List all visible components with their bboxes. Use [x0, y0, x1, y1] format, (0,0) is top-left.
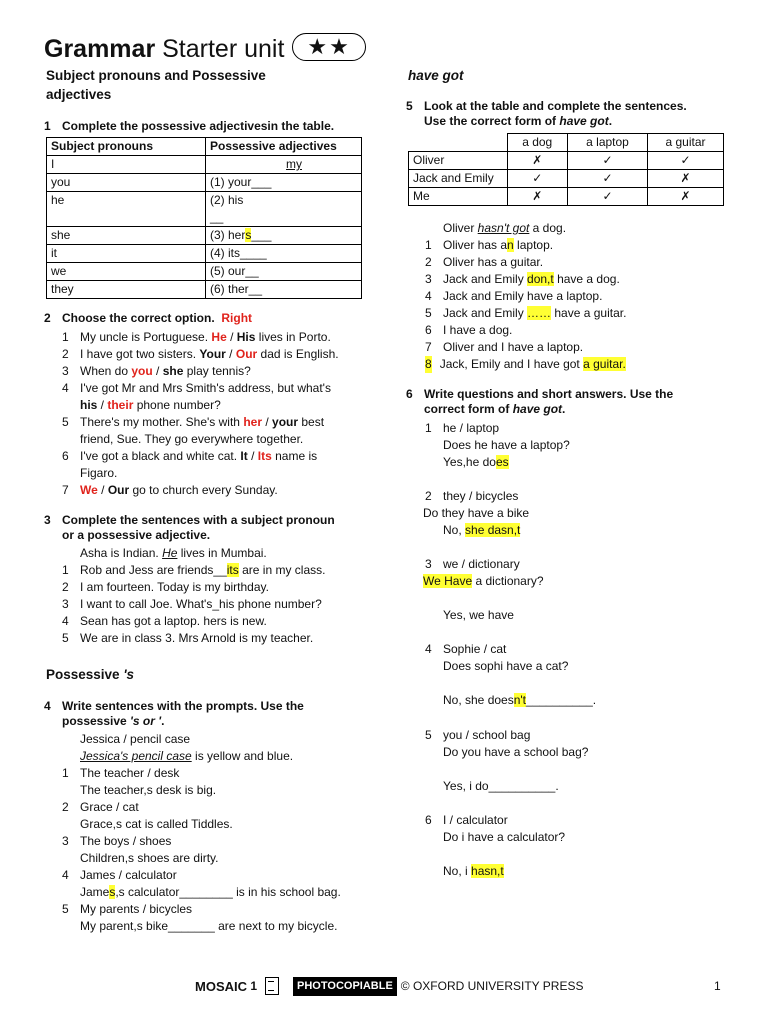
table-row [47, 263, 362, 281]
table-cell: (3) hers___ [206, 227, 362, 245]
table-header: Subject pronouns [47, 138, 206, 156]
list-item: 4 Sean has got a laptop. hers is new. [62, 614, 267, 628]
list-item: 6 I've got a black and white cat. It / Its name is [62, 449, 318, 463]
exercise-6-block-6: 6 I / calculator Do i have a calculator? No, i hasn,t [425, 813, 566, 878]
exercise-6-block-2: 2 they / bicycles Do they have a bike No, she dasn,t [423, 489, 530, 537]
exercise-5-items [425, 220, 745, 373]
list-item: 7 Oliver and I have a laptop. [425, 340, 584, 354]
table-row [409, 188, 724, 206]
photocopy-icon [265, 977, 279, 995]
list-item: 1 My uncle is Portuguese. He / His lives in Porto. [62, 330, 331, 344]
answer-line: Grace,s cat is called Tiddles. [80, 817, 233, 831]
table-row [47, 245, 362, 263]
exercise-2-items [62, 329, 372, 499]
check-icon: ✓ [507, 170, 567, 188]
table-cell: you [47, 174, 206, 192]
answer-line: The teacher,s desk is big. [80, 783, 217, 797]
pronoun-table [46, 137, 362, 299]
list-item: 3 When do you / she play tennis? [62, 364, 251, 378]
page-title [44, 33, 366, 65]
title-bold: Grammar [44, 35, 156, 63]
exercise-4-instruction: 4 Write sentences with the prompts. Use the possessive 's or '. [44, 699, 304, 728]
page-number: 1 [714, 979, 721, 993]
section-heading-possessive: Possessive 's [46, 667, 135, 682]
list-item: 4 I've got Mr and Mrs Smith's address, but what's [62, 381, 331, 395]
table-cell: (5) our__ [206, 263, 362, 281]
cross-icon: ✗ [648, 188, 724, 206]
table-cell: we [47, 263, 206, 281]
table-row [409, 170, 724, 188]
exercise-6-instruction: 6 Write questions and short answers. Use the correct form of have got. [406, 387, 674, 416]
exercise-6-block-1: 1 he / laptop Does he have a laptop? Yes,he does [425, 421, 570, 469]
table-cell [206, 192, 362, 227]
section-heading-pronouns [46, 66, 266, 104]
answer-line: My parent,s bike_______ are next to my bicycle. [80, 919, 338, 933]
cross-icon: ✗ [507, 152, 567, 170]
title-rest: Starter unit [155, 35, 285, 63]
section-heading-line2: adjectives [46, 87, 112, 102]
table-cell: he [47, 192, 206, 227]
stars-badge: ★★ [292, 33, 365, 61]
photocopiable-badge: PHOTOCOPIABLE [293, 977, 397, 996]
table-header: a guitar [648, 134, 724, 152]
exercise-6-block-5: 5 you / school bag Do you have a school bag? Yes, i do__________. [425, 728, 589, 793]
exercise-number: 1 [44, 119, 51, 133]
list-item-cont: Figaro. [80, 466, 118, 480]
check-icon: ✓ [567, 188, 647, 206]
cell-text: __ [210, 210, 224, 224]
answer-line: Children,s shoes are dirty. [80, 851, 219, 865]
answer-mark: Right [221, 311, 253, 325]
list-item: 4 Jack and Emily have a laptop. [425, 289, 603, 303]
table-cell: I [47, 156, 206, 174]
list-item: 2 I am fourteen. Today is my birthday. [62, 580, 269, 594]
table-cell: Me [409, 188, 508, 206]
table-header-row [409, 134, 724, 152]
list-item: 5 We are in class 3. Mrs Arnold is my teacher. [62, 631, 314, 645]
table-cell: Oliver [409, 152, 508, 170]
answer-line: James,s calculator________ is in his school bag. [80, 885, 341, 899]
exercise-3-instruction: 3 Complete the sentences with a subject pronoun or a possessive adjective. [44, 513, 335, 542]
table-cell: (1) your___ [206, 174, 362, 192]
section-heading-line1: Subject pronouns and Possessive [46, 68, 266, 83]
table-header: Possessive adjectives [206, 138, 362, 156]
check-icon: ✓ [648, 152, 724, 170]
table-row [409, 152, 724, 170]
check-icon: ✓ [567, 170, 647, 188]
table-cell: Jack and Emily [409, 170, 508, 188]
table-cell: (6) ther__ [206, 281, 362, 299]
list-item: 6 I have a dog. [425, 323, 513, 337]
list-item: 2 Grace / cat [62, 800, 139, 814]
exercise-3-items [62, 545, 372, 647]
list-item: 8 Jack, Emily and I have got a guitar. [425, 357, 626, 371]
table-header-row [47, 138, 362, 156]
exercise-6-block-3: 3 we / dictionary We Have a dictionary? Yes, we have [423, 557, 544, 622]
example-line: Asha is Indian. He lives in Mumbai. [80, 546, 267, 560]
list-item: 5 My parents / bicycles [62, 902, 193, 916]
list-item: 1 Oliver has an laptop. [425, 238, 554, 252]
exercise-2-instruction [44, 311, 252, 326]
instruction-text: Choose the correct option. [62, 311, 215, 325]
table-cell: it [47, 245, 206, 263]
check-icon: ✓ [567, 152, 647, 170]
example-prompt: Jessica / pencil case [80, 732, 191, 746]
exercise-5-instruction: 5 Look at the table and complete the sentences. Use the correct form of have got. [406, 99, 687, 128]
list-item: 4 James / calculator [62, 868, 177, 882]
list-item: 3 The boys / shoes [62, 834, 172, 848]
example-answer: Jessica's pencil case is yellow and blue. [80, 749, 294, 763]
list-item: 3 Jack and Emily don,t have a dog. [425, 272, 620, 286]
table-cell: they [47, 281, 206, 299]
list-item: 2 Oliver has a guitar. [425, 255, 544, 269]
page-footer [195, 975, 583, 997]
list-item: 3 I want to call Joe. What's_his phone number? [62, 597, 322, 611]
table-cell: she [47, 227, 206, 245]
table-row [47, 281, 362, 299]
table-row [47, 174, 362, 192]
exercise-number: 2 [44, 311, 51, 325]
cross-icon: ✗ [648, 170, 724, 188]
list-item-cont: his / their phone number? [80, 398, 221, 412]
table-header: a dog [507, 134, 567, 152]
list-item: 7 We / Our go to church every Sunday. [62, 483, 278, 497]
exercise-4-items [62, 731, 372, 935]
level-number: 1 [250, 978, 258, 993]
example-line: Oliver hasn't got a dog. [443, 221, 567, 235]
cell-text: (2) his [210, 193, 244, 207]
exercise-1-instruction [44, 119, 334, 134]
list-item-cont: friend, Sue. They go everywhere together. [80, 432, 304, 446]
table-row [47, 156, 362, 174]
brand-name: MOSAIC [195, 978, 247, 994]
cell-text: my [286, 157, 302, 171]
table-header: a laptop [567, 134, 647, 152]
cross-icon: ✗ [507, 188, 567, 206]
instruction-text: Complete the possessive adjectivesin the table. [62, 119, 335, 133]
list-item: 5 Jack and Emily …… have a guitar. [425, 306, 627, 320]
list-item: 2 I have got two sisters. Your / Our dad is English. [62, 347, 339, 361]
have-got-table [408, 133, 724, 206]
list-item: 1 The teacher / desk [62, 766, 180, 780]
exercise-6-block-4: 4 Sophie / cat Does sophi have a cat? No, she doesn't__________. [425, 642, 597, 707]
publisher-text: © OXFORD UNIVERSITY PRESS [400, 978, 584, 993]
table-cell: (4) its____ [206, 245, 362, 263]
table-cell [206, 156, 362, 174]
table-row [47, 227, 362, 245]
section-heading-have-got: have got [408, 68, 464, 83]
list-item: 1 Rob and Jess are friends__its are in my class. [62, 563, 326, 577]
list-item: 5 There's my mother. She's with her / your best [62, 415, 325, 429]
table-header [409, 134, 508, 152]
